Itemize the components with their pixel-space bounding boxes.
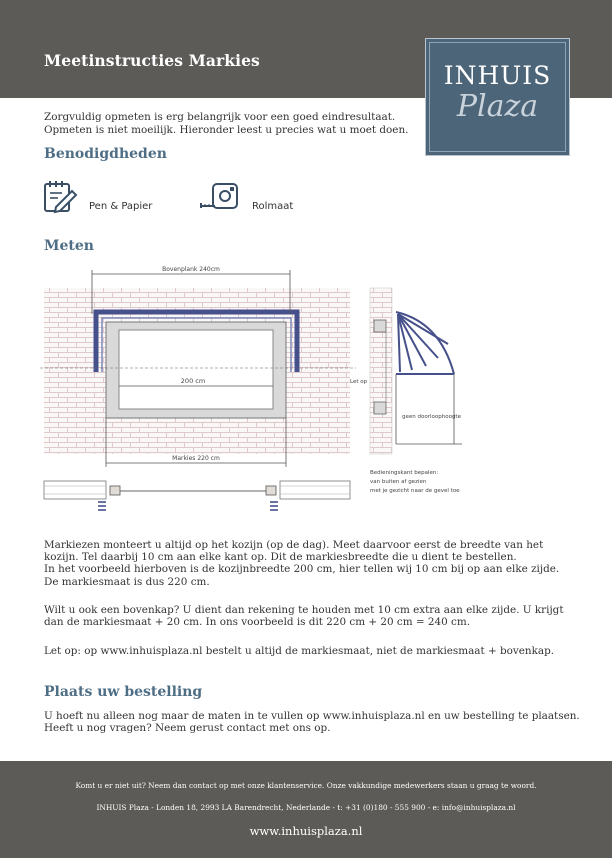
p1-line-3: In het voorbeeld hierboven is de kozijnbreedte 200 cm, hier tellen wij 10 cm bij op aan elke zijde. bbox=[44, 563, 560, 576]
supply-pen-paper-label: Pen & Papier bbox=[89, 201, 153, 212]
window-glass bbox=[119, 330, 273, 409]
measure-paragraph-1 bbox=[44, 539, 559, 588]
tape-measure-icon bbox=[199, 182, 243, 212]
front-view bbox=[40, 266, 356, 467]
width-dimension-label: 200 cm bbox=[180, 377, 206, 385]
plan-view bbox=[44, 481, 350, 510]
intro-line-2: Opmeten is niet moeilijk. Hieronder leest u precies wat u moet doen. bbox=[44, 124, 409, 136]
page-title: Meetinstructies Markies bbox=[44, 51, 260, 70]
note-line-2: van buiten af gezien bbox=[370, 479, 427, 485]
p2-line-1: Wilt u ook een bovenkap? U dient dan rekening te houden met 10 cm extra aan elke zijde. U krijgt bbox=[44, 604, 564, 616]
measurement-diagram bbox=[40, 262, 500, 524]
footer-website-link[interactable]: www.inhuisplaza.nl bbox=[249, 824, 363, 838]
page-footer bbox=[0, 761, 612, 858]
notepad-pen-icon bbox=[42, 178, 78, 214]
side-view bbox=[350, 288, 462, 494]
inhuis-plaza-logo bbox=[425, 38, 570, 156]
order-line-2: Heeft u nog vragen? Neem gerust contact met ons op. bbox=[44, 722, 331, 735]
side-clearance-label: geen doorloophoogte bbox=[402, 414, 461, 420]
supplies-heading: Benodigdheden bbox=[44, 146, 167, 162]
awning-side-profile bbox=[396, 312, 454, 374]
footer-address: INHUIS Plaza - Londen 18, 2993 LA Barendrecht, Nederlande - t: +31 (0)180 - 555 900 - e: info@inhuisplaza.nl bbox=[96, 803, 516, 812]
p1-line-4: De markiesmaat is dus 220 cm. bbox=[44, 575, 210, 588]
order-paragraph bbox=[44, 710, 580, 734]
order-heading: Plaats uw bestelling bbox=[44, 684, 203, 700]
measure-paragraph-2 bbox=[44, 604, 564, 628]
logo-line-1: INHUIS bbox=[443, 61, 552, 90]
measure-heading: Meten bbox=[44, 238, 94, 254]
measure-paragraph-3: Let op: op www.inhuisplaza.nl bestelt u altijd de markiesmaat, niet de markiesmaat + bovenkap. bbox=[44, 645, 555, 657]
intro-line-1: Zorgvuldig opmeten is erg belangrijk voor een goed eindresultaat. bbox=[44, 111, 396, 123]
intro-text bbox=[44, 111, 408, 137]
p1-line-2: kozijn. Tel daarbij 10 cm aan elke kant op. Dit de markiesbreedte die u dient te bestellen. bbox=[44, 551, 517, 564]
note-line-1: Bedieningskant bepalen: bbox=[370, 470, 439, 476]
side-let-op-label: Let op bbox=[350, 379, 368, 385]
bottom-dimension-label: Markies 220 cm bbox=[172, 455, 220, 462]
note-line-3: met je gezicht naar de gevel toe bbox=[370, 488, 460, 494]
p2-line-2: dan de markiesmaat + 20 cm. In ons voorbeeld is dit 220 cm + 20 cm = 240 cm. bbox=[44, 616, 471, 629]
logo-line-2: Plaza bbox=[456, 89, 539, 124]
top-dimension-label: Bovenplank 240cm bbox=[162, 266, 220, 273]
order-line-1: U hoeft nu alleen nog maar de maten in te vullen op www.inhuisplaza.nl en uw bestelling te plaatsen. bbox=[44, 710, 580, 722]
p1-line-1: Markiezen monteert u altijd op het kozijn (op de dag). Meet daarvoor eerst de breedte van het bbox=[44, 539, 544, 551]
footer-contact-text: Komt u er niet uit? Neem dan contact op met onze klantenservice. Onze vakkundige medewerkers staan u graag te woord. bbox=[75, 781, 537, 790]
supply-tape-measure-label: Rolmaat bbox=[252, 201, 294, 212]
